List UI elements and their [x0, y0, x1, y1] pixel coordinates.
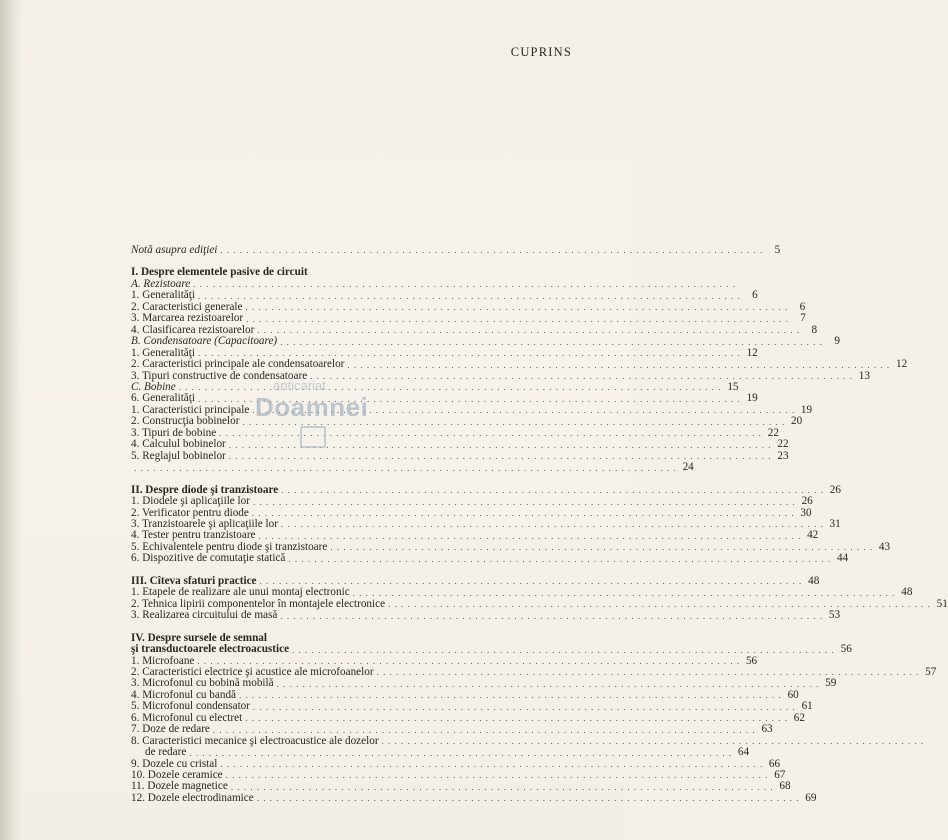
leader-dots — [246, 314, 789, 325]
toc-entry-page: 51 — [936, 597, 948, 610]
toc-entry — [131, 586, 913, 599]
chapter-3-entries — [131, 586, 948, 622]
watermark-small-text: anticariat — [273, 378, 326, 393]
toc-entry-title: B. Condensatoare (Capacitoare) — [131, 335, 278, 348]
toc-entry-title: 4. Tester pentru tranzistoare — [131, 529, 256, 542]
leader-dots — [281, 485, 824, 496]
leader-dots — [229, 440, 772, 451]
toc-entry-title: 10. Dozele ceramice — [131, 769, 223, 782]
toc-entry-title: 3. Tipuri de bobine — [131, 426, 217, 439]
toc-entry-title: 2. Construcţia bobinelor — [131, 415, 240, 428]
chapter-1-entries — [131, 277, 908, 474]
leader-dots — [253, 702, 796, 713]
leader-dots — [245, 713, 788, 724]
toc-entry-title: 3. Realizarea circuitului de masă — [131, 609, 278, 622]
leader-dots — [310, 371, 853, 382]
toc-entry-title: Notă asupra ediţiei — [131, 244, 218, 256]
leader-dots — [198, 291, 741, 302]
toc-entry — [131, 461, 694, 474]
toc-entry-title: 1. Caracteristici principale — [131, 403, 250, 416]
toc-entry-title: C. Bobine — [131, 380, 176, 393]
toc-entry-title: 1. Diodele şi aplicaţiile lor — [131, 495, 250, 508]
toc-entry — [131, 358, 908, 371]
toc-entry-page: 62 — [793, 711, 805, 724]
toc-entry-title: 1. Generalităţi — [131, 346, 195, 359]
leader-dots — [377, 667, 920, 678]
leader-dots — [226, 770, 769, 781]
toc-entry-title: 2. Caracteristici generale — [131, 300, 243, 313]
toc-entry-page: 23 — [777, 449, 789, 462]
toc-entry-page: 59 — [825, 677, 837, 690]
leader-dots — [292, 645, 835, 656]
toc-note-row — [131, 244, 781, 256]
toc-entry-page: 43 — [878, 540, 891, 553]
leader-dots — [257, 793, 800, 804]
toc-entry-page: 60 — [787, 688, 799, 701]
toc-entry-page: 67 — [774, 769, 786, 782]
leader-dots — [219, 428, 762, 439]
toc-entry-title: 4. Clasificarea rezistoarelor — [131, 323, 255, 336]
toc-entry-page: 48 — [901, 586, 913, 599]
toc-entry-page: 9 — [834, 335, 840, 348]
toc-entry-title: 5. Reglajul bobinelor — [131, 449, 226, 462]
leader-dots — [193, 279, 736, 290]
leader-dots — [239, 690, 782, 701]
chapter-title-line-2: şi transductoarele electroacustice — [131, 643, 290, 656]
toc-entry-title: 6. Microfonul cu electret — [131, 711, 243, 724]
leader-dots — [242, 417, 785, 428]
toc-entry — [131, 449, 789, 462]
toc-entry-page: 66 — [768, 757, 781, 770]
toc-entry-title: 4. Calculul bobinelor — [131, 438, 226, 451]
leader-dots — [252, 508, 795, 519]
toc-entry-page: 63 — [761, 723, 773, 736]
toc-entry-page: 68 — [779, 780, 791, 793]
leader-dots — [288, 554, 831, 565]
toc-entry-page: 64 — [737, 746, 750, 759]
toc-entry-title: 6. Generalităţi — [131, 392, 195, 405]
toc-entry-page: 53 — [828, 609, 841, 622]
toc-entry-page: 7 — [800, 312, 806, 325]
toc-entry-page: 31 — [829, 517, 841, 530]
toc-entry-title: 3. Marcarea rezistoarelor — [131, 312, 244, 325]
chapter-title: II. Despre diode şi tranzistoare — [131, 483, 279, 496]
toc-entry — [131, 723, 773, 736]
chapter-title-line-1: IV. Despre sursele de semnal — [131, 631, 268, 644]
leader-dots — [280, 337, 823, 348]
toc-entry-page: 44 — [836, 552, 849, 565]
leader-dots — [353, 588, 896, 599]
leader-dots — [347, 360, 890, 371]
toc-entry-page: 5 — [774, 244, 781, 256]
leader-dots — [253, 497, 796, 508]
leader-dots — [330, 542, 873, 553]
toc-entry — [131, 791, 817, 804]
leader-dots — [382, 736, 925, 747]
toc-entry-title: A. Rezistoare — [131, 277, 191, 290]
toc-entry-title: 1. Etapele de realizare ale unui montaj electronic — [131, 586, 350, 599]
toc-entry-page: 24 — [682, 461, 694, 474]
leader-dots — [280, 611, 823, 622]
toc-entry-title: 2. Verificator pentru diode — [131, 506, 249, 519]
toc-entry — [131, 369, 870, 382]
leader-dots — [220, 759, 763, 770]
toc-entry-title: 12. Dozele electrodinamice — [131, 791, 254, 804]
leader-dots — [220, 245, 763, 256]
toc-entry-title: 5. Microfonul condensator — [131, 700, 250, 713]
toc-entry — [131, 495, 813, 508]
toc-entry-title: de redare — [145, 746, 187, 759]
toc-entry-title: 8. Caracteristici mecanice şi electroacustice ale dozelor — [131, 734, 379, 747]
toc-entry-page: 61 — [801, 700, 813, 713]
toc-entry-title: 5. Echivalentele pentru diode şi tranzistoare — [131, 540, 328, 553]
toc-entry-page: 12 — [895, 358, 908, 371]
chapter-page: 26 — [829, 483, 841, 496]
leader-dots — [189, 748, 732, 759]
leader-dots — [246, 302, 789, 313]
toc-entry-title: 9. Dozele cu cristal — [131, 757, 218, 770]
chapter-page: 56 — [840, 643, 852, 656]
chapter-2-entries — [131, 495, 891, 565]
toc-entry — [131, 312, 806, 325]
toc-entry-title: 3. Tranzistoarele şi aplicaţiile lor — [131, 517, 278, 530]
chapter-4-entries — [131, 654, 937, 805]
toc-entry-page: 12 — [746, 346, 758, 359]
toc-entry-title: 11. Dozele magnetice — [131, 780, 228, 793]
toc-entry-page: 56 — [745, 654, 758, 667]
toc-entry-page: 13 — [858, 369, 870, 382]
toc-entry-title: 6. Dispozitive de comutaţie statică — [131, 552, 286, 565]
leader-dots — [198, 394, 741, 405]
toc-entry-page: 57 — [925, 665, 937, 678]
chapter-title: I. Despre elementele pasive de circuit — [131, 266, 308, 279]
leader-dots — [179, 382, 722, 393]
watermark-big-text: Doamnei — [255, 392, 369, 422]
toc-entry-title: 4. Microfonul cu bandă — [131, 688, 237, 701]
toc-entry-page: 22 — [777, 438, 789, 451]
toc-entry-page: 6 — [752, 289, 758, 302]
toc-entry-page: 22 — [767, 426, 779, 439]
toc-entry-title: 2. Caracteristici electrice şi acustice ale microfoanelor — [131, 665, 374, 678]
toc-entry-page: 30 — [800, 506, 812, 519]
toc-entry-page: 6 — [799, 300, 806, 313]
toc-entry-page: 26 — [801, 495, 813, 508]
leader-dots — [231, 782, 774, 793]
leader-dots — [134, 463, 677, 474]
leader-dots — [388, 599, 931, 610]
toc-entry — [131, 552, 849, 565]
toc-entry — [131, 609, 841, 622]
toc-entry-page: 69 — [805, 791, 817, 804]
toc-entry-page: 19 — [800, 403, 813, 416]
toc-entry-title: 2. Tehnica lipirii componentelor în montajele electronice — [131, 597, 386, 610]
leader-dots — [257, 325, 800, 336]
toc-entry-title: 3. Microfonul cu bobină mobilă — [131, 677, 274, 690]
leader-dots — [277, 679, 820, 690]
toc-entry — [131, 438, 789, 451]
toc-entry-title: 3. Tipuri constructive de condensatoare — [131, 369, 308, 382]
toc-entry-title: 7. Doze de redare — [131, 723, 210, 736]
leader-dots — [259, 531, 802, 542]
toc-entry-page: 8 — [811, 323, 818, 336]
page-header: CUPRINS — [510, 45, 572, 59]
toc-entry — [131, 335, 840, 348]
leader-dots — [252, 405, 795, 416]
toc-entry-title: 1. Generalităţi — [131, 289, 195, 302]
chapter-title: III. Cîteva sfaturi practice — [131, 574, 257, 587]
toc-entry-title: 2. Caracteristici principale ale condensatoarelor — [131, 358, 345, 371]
page-spine-shadow — [0, 0, 22, 840]
toc-entry-page: 20 — [791, 415, 803, 428]
chapter-title-line-2-row — [131, 643, 852, 656]
toc-entry-page: 15 — [727, 380, 739, 393]
leader-dots — [281, 519, 824, 530]
toc-entry-page: 19 — [746, 392, 758, 405]
toc-entry — [131, 746, 750, 759]
table-of-contents — [131, 244, 948, 804]
toc-entry-title: 1. Microfoane — [131, 654, 195, 667]
chapter-page: 48 — [808, 574, 820, 587]
chapter-4-heading — [131, 631, 852, 656]
toc-entry-page: 42 — [807, 529, 819, 542]
